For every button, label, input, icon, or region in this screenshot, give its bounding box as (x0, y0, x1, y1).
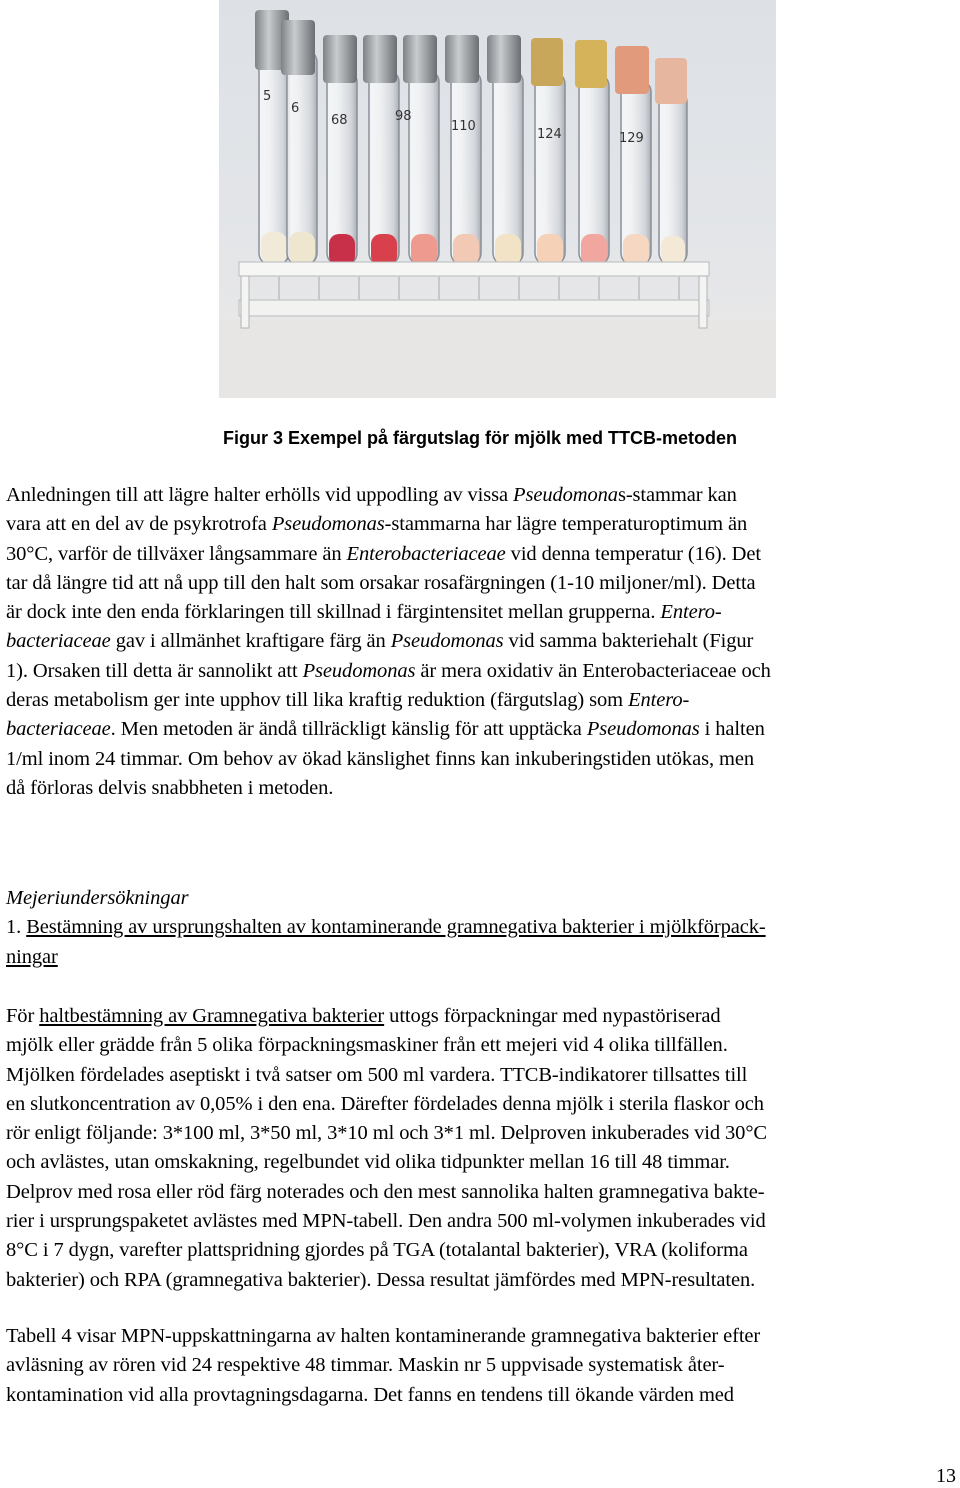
text: Pseudomonas (390, 630, 504, 653)
section-title: ningar (6, 945, 58, 968)
test-tube (575, 40, 609, 266)
tube-label: 124 (537, 127, 562, 142)
text: 8°C i 7 dygn, varefter plattspridning gjordes på TGA (totalantal bakterier), VRA (koliforma (6, 1239, 748, 1262)
text: Pseudomonas (271, 513, 385, 536)
test-tube (323, 35, 357, 266)
text: gav i allmänhet kraftigare färg än (110, 630, 391, 653)
text: en slutkoncentration av 0,05% i den ena. Därefter fördelades denna mjölk i sterila flaskor och (6, 1092, 764, 1115)
tube-label: 5 (263, 89, 272, 104)
tube-label: 68 (331, 113, 348, 128)
text: uttogs förpackningar med nypastöriserad (384, 1005, 721, 1027)
text: tar då längre tid att nå upp till den halt som orsakar rosafärgningen (1-10 miljoner/ml). Detta (6, 571, 756, 594)
text: Enterobacteriaceae (346, 542, 506, 565)
text: vid samma bakteriehalt (Figur (503, 630, 754, 653)
paragraph-pseudomonas (6, 481, 956, 803)
text: s-stammar kan (617, 484, 737, 506)
section-title: Bestämning av ursprungshalten av kontaminerande gramnegativa bakterier i mjölkförpack- (26, 916, 766, 939)
text: vid denna temperatur (16). Det (505, 542, 761, 565)
text: Delprov med rosa eller röd färg noterades och den mest sannolika halten gramnegativa bakte- (6, 1180, 765, 1203)
text: och avlästes, utan omskakning, regelbundet vid olika tidpunkter mellan 16 till 48 timmar. (6, 1151, 730, 1174)
page-number: 13 (936, 1465, 956, 1487)
test-tube (655, 58, 687, 266)
section-number: 1. (6, 916, 27, 939)
paragraph-method (6, 1002, 956, 1295)
text: haltbestämning av Gramnegativa bakterier (39, 1005, 385, 1027)
test-tube (445, 35, 481, 266)
text: Anledningen till att lägre halter erhölls vid uppodling av vissa (6, 484, 514, 506)
text: bacteriaceae (6, 630, 111, 653)
text: Entero- (660, 601, 722, 624)
tube-label: 6 (291, 101, 300, 116)
test-tubes-photo (219, 0, 776, 398)
text: Pseudomonas (586, 718, 700, 741)
tube-label: 110 (451, 119, 476, 134)
text: deras metabolism ger inte upphov till lika kraftig reduktion (färgutslag) som (6, 689, 629, 712)
text: 1/ml inom 24 timmar. Om behov av ökad känslighet finns kan inkuberingstiden utökas, men (6, 747, 754, 770)
test-tube (281, 20, 317, 265)
text: rier i ursprungspaketet avlästes med MPN-tabell. Den andra 500 ml-volymen inkuberades vid (6, 1210, 766, 1233)
figure-caption: Figur 3 Exempel på färgutslag för mjölk med TTCB-metoden (222, 428, 738, 448)
text: bacteriaceae (6, 718, 111, 741)
tube-label: 98 (395, 109, 412, 124)
test-tube (615, 46, 651, 266)
text: Mjölken fördelades aseptiskt i två satser om 500 ml vardera. TTCB-indikatorer tillsattes till (6, 1063, 748, 1086)
text: 30°C, varför de tillväxer långsammare än (6, 542, 347, 565)
text: vara att en del av de psykrotrofa (6, 513, 272, 536)
text: är mera oxidativ än Enterobacteriaceae och (415, 659, 771, 682)
text: Pseudomona (513, 484, 618, 506)
test-tube (403, 35, 439, 266)
text: kontamination vid alla provtagningsdagarna. Det fanns en tendens till ökande värden med (6, 1383, 734, 1406)
text: Pseudomonas (302, 659, 416, 682)
tube-label: 129 (619, 131, 644, 146)
text: mjölk eller grädde från 5 olika förpackningsmaskiner från ett mejeri vid 4 olika tillfällen. (6, 1034, 728, 1057)
test-tube (487, 35, 523, 266)
section-heading: Mejeriundersökningar (6, 887, 189, 909)
text: För (6, 1005, 40, 1027)
paragraph-table-reference (6, 1322, 956, 1410)
text: avläsning av rören vid 24 respektive 48 timmar. Maskin nr 5 uppvisade systematisk åter- (6, 1354, 725, 1377)
text: då förloras delvis snabbheten i metoden. (6, 776, 334, 799)
section-heading-block (6, 884, 956, 972)
text: rör enligt följande: 3*100 ml, 3*50 ml, 3*10 ml och 3*1 ml. Delproven inkuberades vid 30°C (6, 1122, 768, 1145)
text: 1). Orsaken till detta är sannolikt att (6, 659, 303, 682)
text: -stammarna har lägre temperaturoptimum än (384, 513, 748, 536)
text: . Men metoden är ändå tillräckligt känslig för att upptäcka (110, 718, 587, 741)
test-tube (531, 38, 565, 266)
text: bakterier) och RPA (gramnegativa bakterier). Dessa resultat jämfördes med MPN-resultaten. (6, 1268, 756, 1291)
test-tube (363, 35, 399, 266)
text: i halten (699, 718, 765, 741)
text: är dock inte den enda förklaringen till skillnad i färgintensitet mellan grupperna. (6, 601, 661, 624)
text: Tabell 4 visar MPN-uppskattningarna av halten kontaminerande gramnegativa bakterier efter (6, 1325, 761, 1347)
text: Entero- (628, 689, 690, 712)
